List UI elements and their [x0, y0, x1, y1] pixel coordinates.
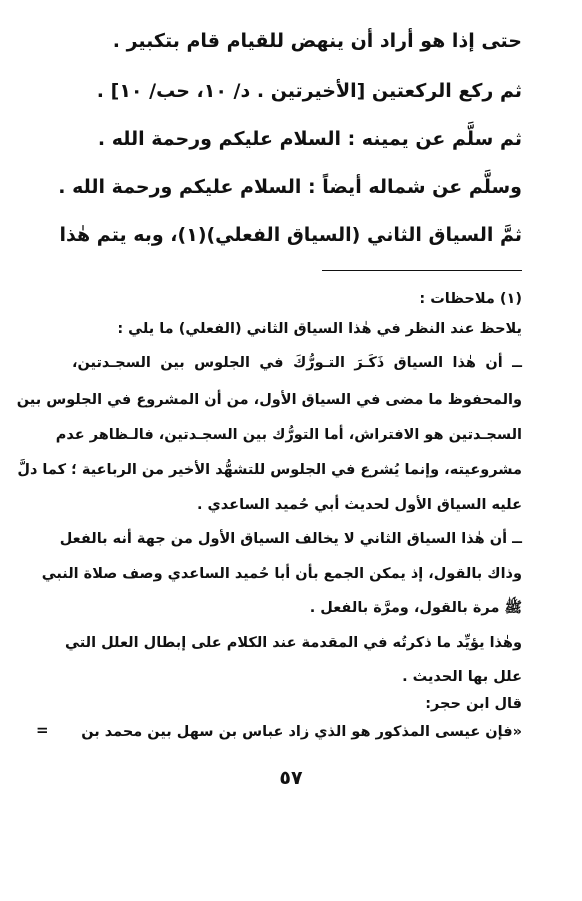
footnote-line: «فإن عيسى المذكور هو الذي زاد عباس بن سهل بين محمد بن [81, 724, 522, 740]
footnote-line: عليه السياق الأول لحديث أبي حُميد الساعدي . [196, 497, 522, 513]
main-text-line: ثم سلَّم عن يمينه : السلام عليكم ورحمة الله . [97, 128, 522, 150]
continuation-mark: = [36, 721, 49, 739]
footnote-line: وذاك بالقول، إذ يمكن الجمع بأن أبا حُميد الساعدي وصف صلاة النبي [41, 566, 522, 582]
footnote-line: ــ أن هٰذا السياق الثاني لا يخالف السياق الأول من جهة أنه بالفعل [59, 531, 522, 547]
footnote-line: علل بها الحديث . [402, 669, 522, 685]
page-number: ٥٧ [279, 767, 303, 789]
footnote-heading: (١) ملاحظات : [419, 291, 522, 307]
footnote-line: مشروعيته، وإنما يُشرع في الجلوس للتشهُّد الأخير من الرباعية ؛ كما دلَّ [17, 462, 522, 478]
main-text-line: حتى إذا هو أراد أن ينهض للقيام قام بتكبير . [112, 30, 522, 52]
footnote-line: يلاحظ عند النظر في هٰذا السياق الثاني (الفعلي) ما يلي : [117, 321, 522, 337]
main-text-line: ثمَّ السياق الثاني (السياق الفعلي)(١)، وبه يتم هٰذا [59, 224, 522, 246]
footnote-line: السجـدتين هو الافتراش، أما التورُّك بين السجـدتين، فالـظاهر عدم [55, 427, 522, 443]
footnote-separator [322, 270, 522, 271]
footnote-line: ﷺ مرة بالقول، ومرَّة بالفعل . [309, 600, 522, 616]
footnote-line: والمحفوظ ما مضى في السياق الأول، من أن المشروع في الجلوس بين [16, 392, 522, 408]
footnote-line: وهٰذا يؤيِّد ما ذكرتُه في المقدمة عند الكلام على إبطال العلل التي [65, 635, 522, 651]
main-text-line: وسلَّم عن شماله أيضاً : السلام عليكم ورحمة الله . [58, 176, 522, 198]
footnote-line: ــ أن هٰذا السياق ذَكَـرَ التـورُّكَ في الجلوس بين السجـدتين، [72, 355, 522, 371]
footnote-line: قال ابن حجر: [425, 696, 522, 712]
main-text-line: ثم ركع الركعتين [الأخيرتين . د/ ١٠، حب/ ١٠] . [96, 80, 522, 102]
